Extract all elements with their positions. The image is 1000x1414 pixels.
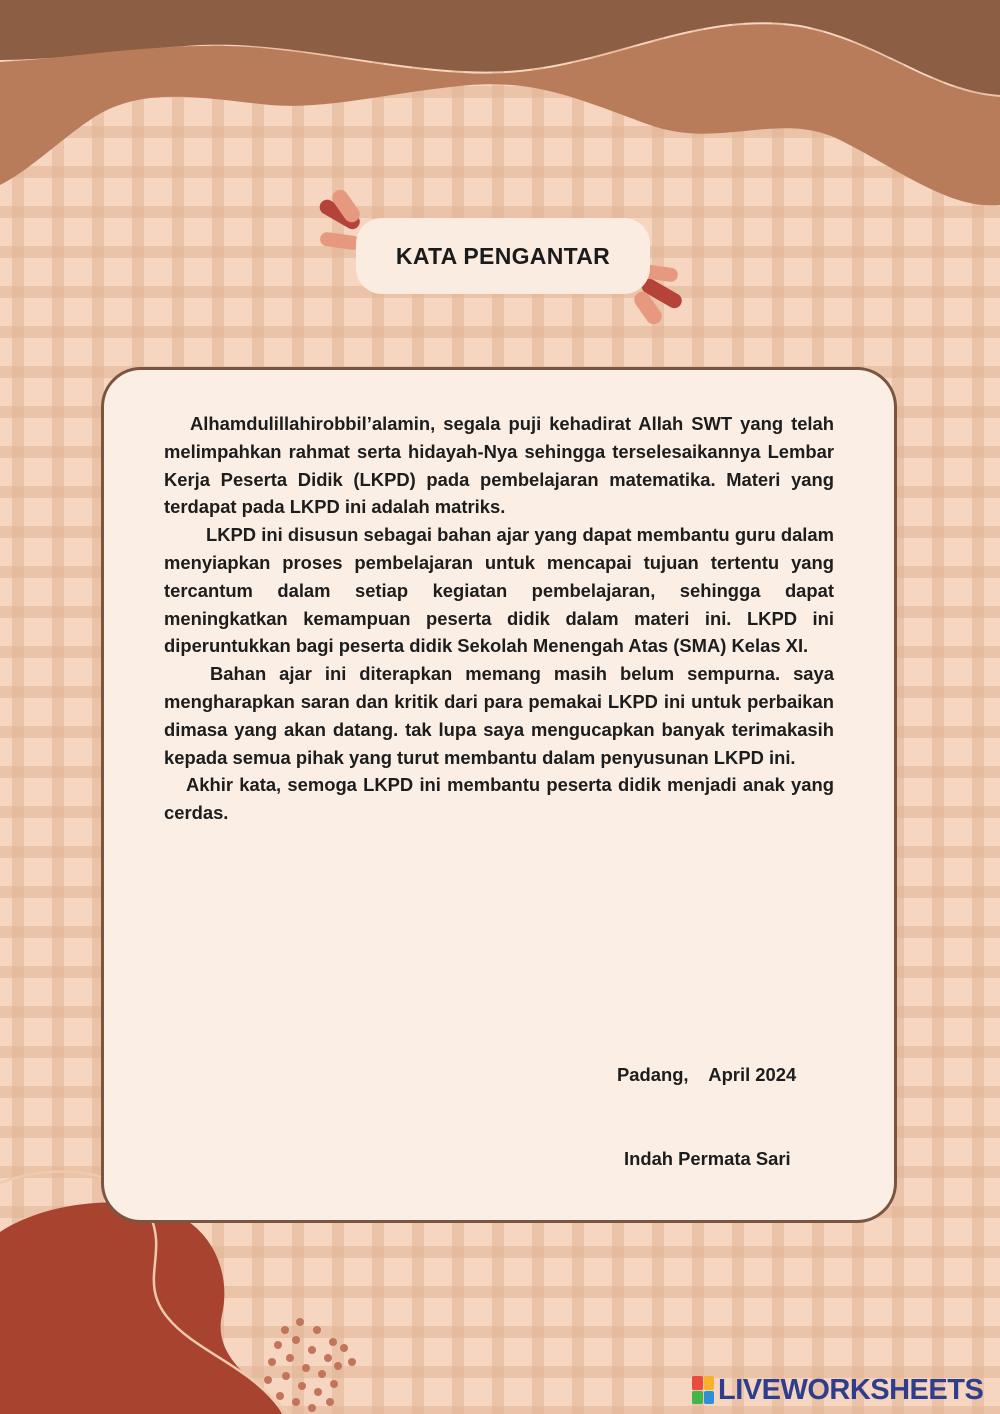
watermark-text: LIVEWORKSHEETS — [718, 1373, 984, 1406]
paragraph-3: Bahan ajar ini diterapkan memang masih belum sempurna. saya mengharapkan saran dan kritik dari para pemakai LKPD ini untuk perbaikan dimasa yang akan datang. tak lupa saya mengucapkan banyak terimakasih kepada semua pihak yang turut membantu dalam penyusunan LKPD ini. — [164, 663, 834, 768]
signer-name: Indah Permata Sari — [624, 1148, 791, 1169]
paragraph-4: Akhir kata, semoga LKPD ini membantu peserta didik menjadi anak yang cerdas. — [164, 774, 834, 824]
liveworksheets-logo-icon — [692, 1376, 714, 1404]
paragraph-1: Alhamdulillahirobbil’alamin, segala puji kehadirat Allah SWT yang telah melimpahkan rahmat serta hidayah-Nya sehingga terselesaikannya Lembar Kerja Peserta Didik (LKPD) pada pembelajaran matematika. Materi yang terdapat pada LKPD ini adalah matriks. — [164, 413, 834, 518]
top-wave-light — [0, 24, 1000, 205]
top-wave-dark — [0, 0, 1000, 95]
liveworksheets-watermark — [692, 1372, 983, 1408]
dot-pattern — [264, 1318, 356, 1412]
content-card — [101, 367, 897, 1223]
paragraph-2: LKPD ini disusun sebagai bahan ajar yang dapat membantu guru dalam menyiapkan proses pembelajaran untuk mencapai tujuan tertentu yang tercantum dalam setiap kegiatan pembelajaran, sehingga dapat meningkatkan kemampuan peserta didik dalam materi ini. LKPD ini diperuntukkan bagi peserta didik Sekolah Menengah Atas (SMA) Kelas XI. — [164, 524, 834, 657]
bottom-blob — [0, 1202, 282, 1414]
body-text — [164, 410, 834, 827]
place-date: Padang, April 2024 — [617, 1064, 797, 1085]
title-box — [356, 218, 650, 294]
page-title: KATA PENGANTAR — [395, 242, 611, 269]
